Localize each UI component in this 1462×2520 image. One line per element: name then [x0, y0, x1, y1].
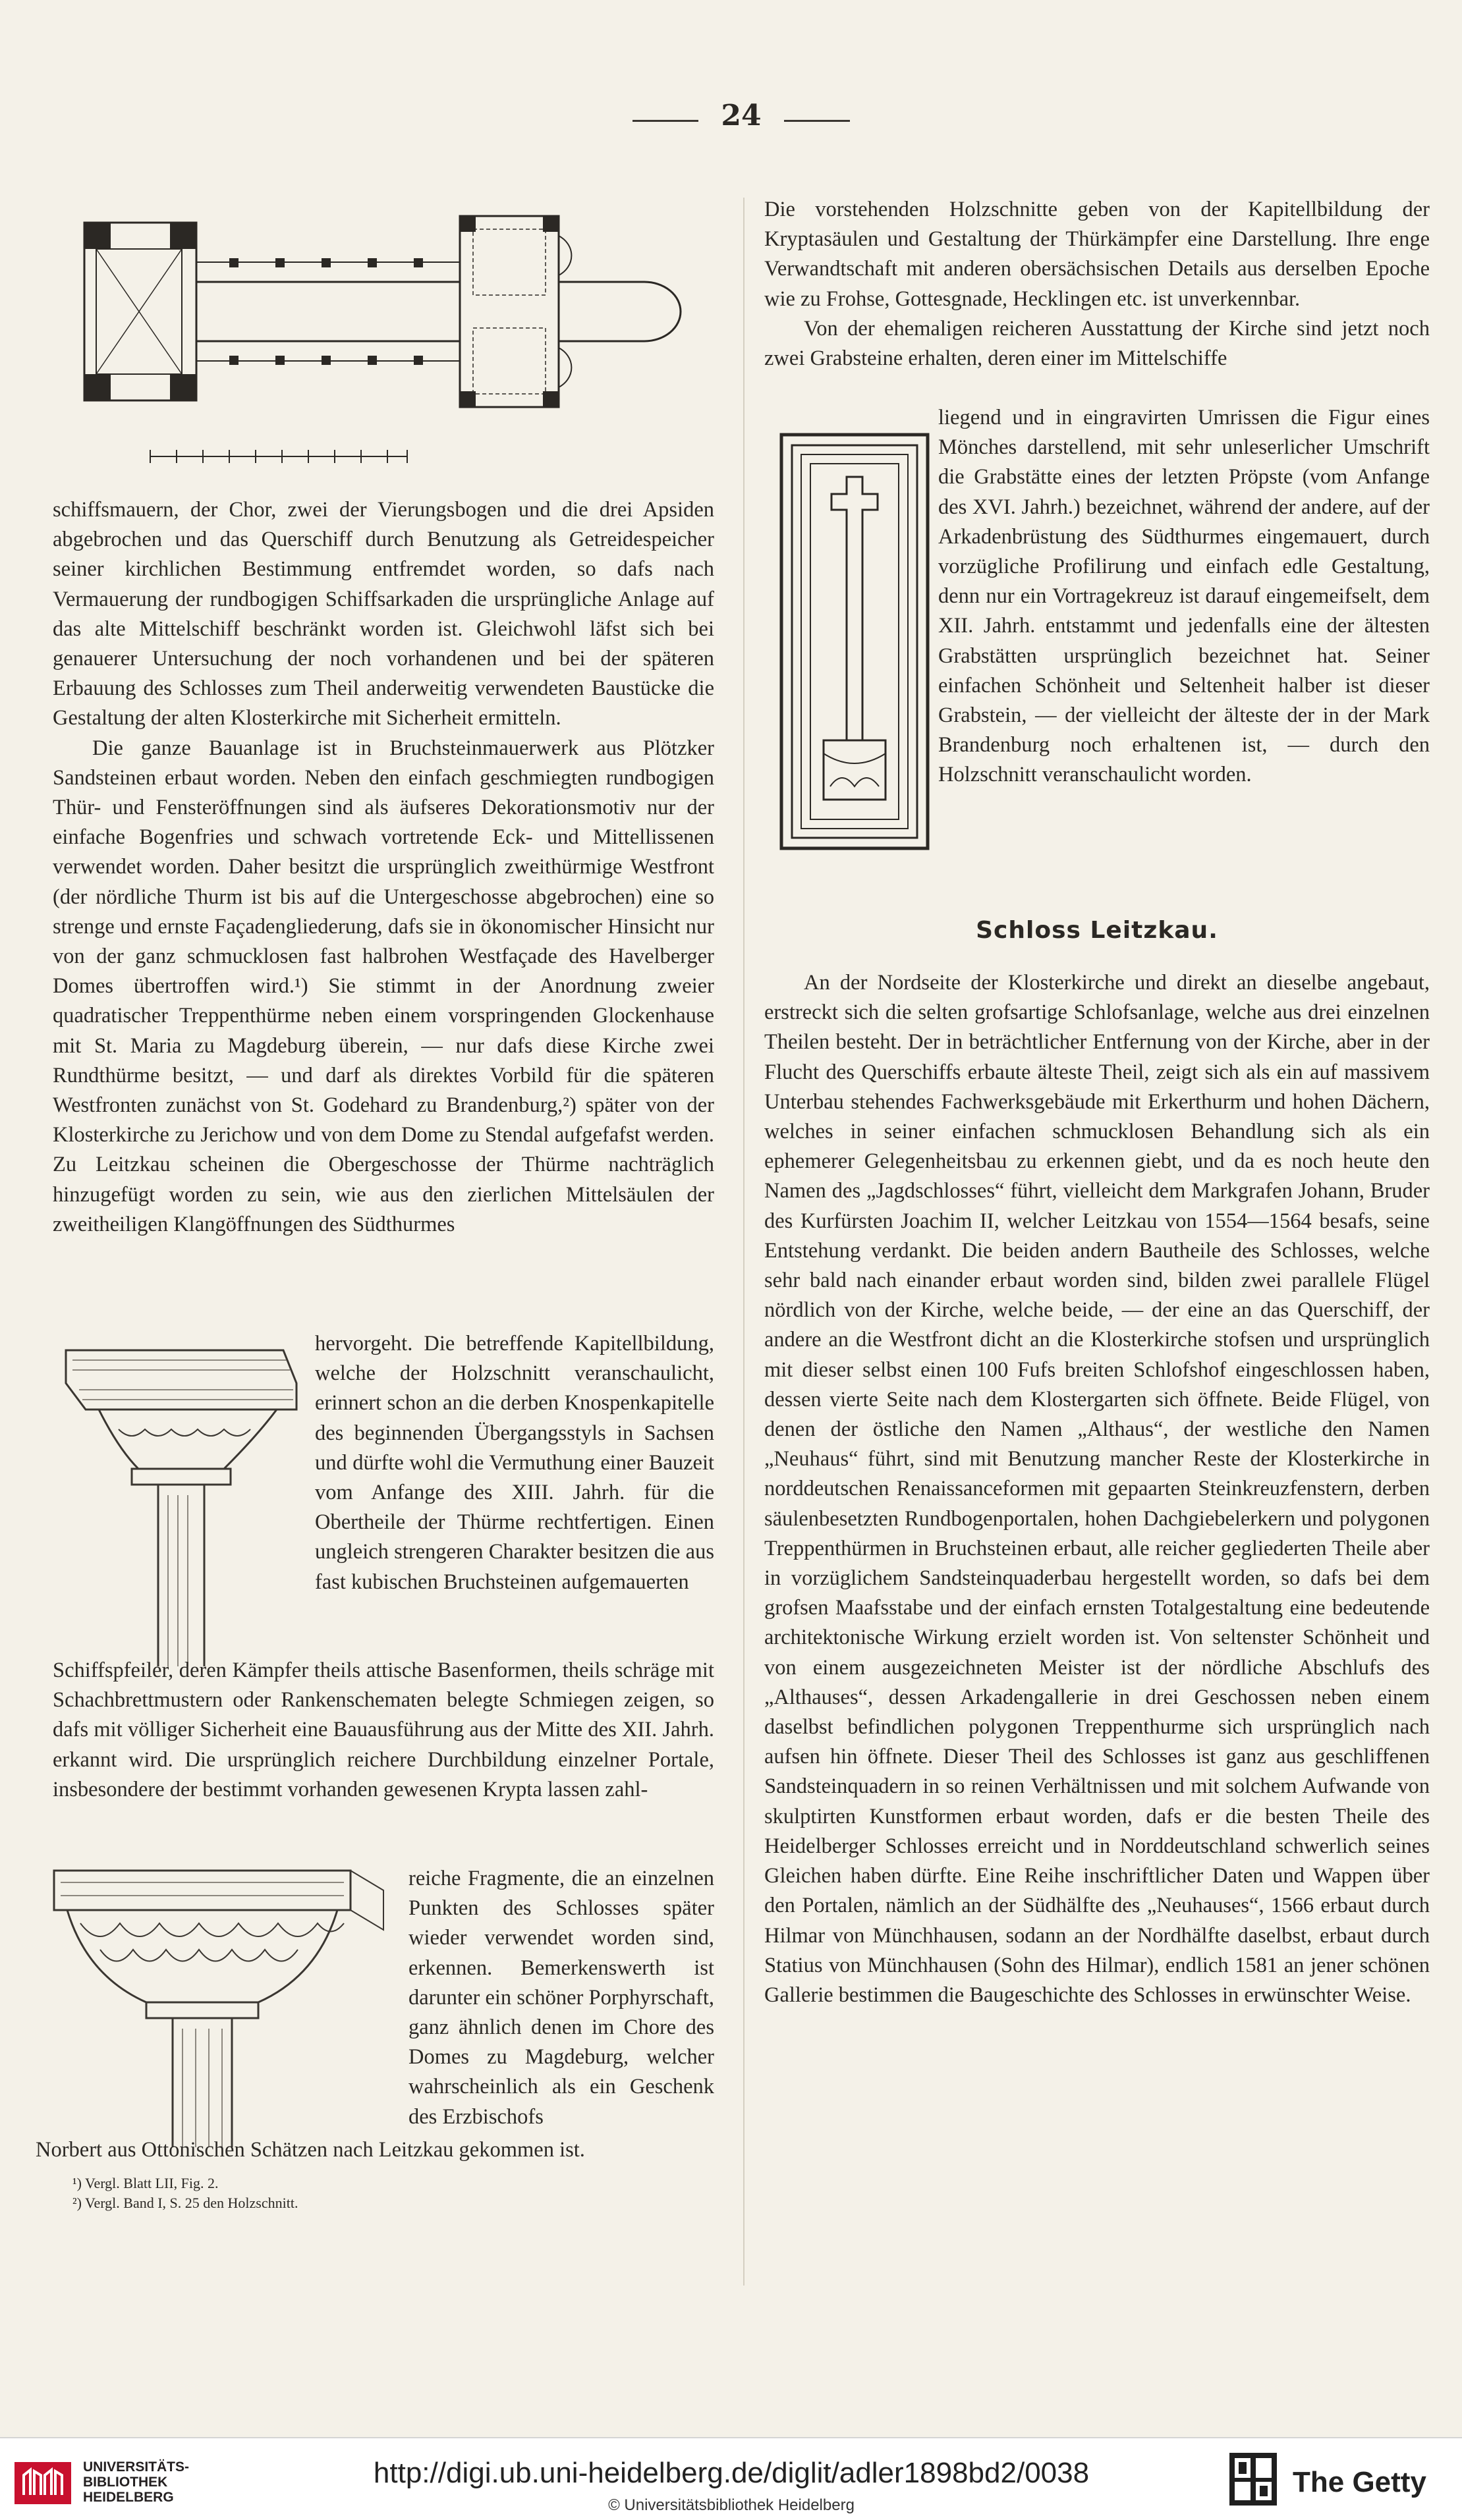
- left-paragraph-1: schiffsmauern, der Chor, zwei der Vierungsbogen und die drei Apsiden abgebrochen und das Querschiff durch Benutzung als Getreidespeicher seiner kirchlichen Bestimmung entfremdet worden, so dafs nach Vermauerung der rundbogigen Schiffsarkaden die ursprüngliche Anlage auf das alte Mittelschiff beschränkt worden ist. Gleichwohl läfst sich bei genauerer Untersuchung der noch vorhandenen und bei der späteren Erbauung des Schlosses zum Theil anderweitig verwendeten Baustücke die Gestaltung der alten Klosterkirche mit Sicherheit ermitteln.: [53, 498, 714, 730]
- copyright-text: © Universitätsbibliothek Heidelberg: [608, 2496, 855, 2514]
- footnote-2: ²) Vergl. Band I, S. 25 den Holzschnitt.: [72, 2195, 298, 2211]
- library-name-line-2: BIBLIOTHEK: [83, 2475, 168, 2490]
- left-last-line-text: Norbert aus Ottonischen Schätzen nach Leitzkau gekommen ist.: [36, 2138, 585, 2162]
- impost-block: [66, 1350, 296, 1410]
- left-last-line: [36, 2135, 714, 2165]
- right-wrap-text: [938, 403, 1430, 790]
- left-wrap-text-1: [315, 1329, 714, 1597]
- left-wrap-paragraph-2: reiche Fragmente, die an einzelnen Punkten des Schlosses später wieder verwendet worden sind, erkennen. Bemerkenswerth ist darunter ein schöner Porphyrschaft, ganz ähnlich denen im Chore des Domes zu Magdeburg, welcher wahrscheinlich als ein Geschenk des Erzbischofs: [408, 1867, 714, 2129]
- left-column-top-text: [53, 495, 714, 1240]
- right-paragraph-2: Von der ehemaligen reicheren Ausstattung der Kirche sind jetzt noch zwei Grabsteine erhalten, deren einer im Mittelschiffe: [764, 316, 1430, 371]
- floor-plan-figure: [78, 209, 730, 486]
- right-wrap-paragraph: liegend und in eingravirten Umrissen die Figur eines Mönches darstellend, mit sehr unleserlicher Umschrift die Grabstätte eines der letzten Pröpste (vom Anfange des XVI. Jahrh.) bezeichnet, während der andere, auf der Arkadenbrüstung des Südthurmes eingemauert, durch vorzügliche Profilirung und einfach edle Gestaltung, denn nur ein Vortragekreuz ist darauf eingemeifselt, dem XII. Jahrh. entstammt und jedenfalls eine der ältesten Grabstätten ursprünglich bezeichnet hat. Seiner einfachen Schönheit und Seltenheit halber ist dieser Grabstein, — der vielleicht der älteste der in der Mark Brandenburg noch erhaltenen ist, — durch den Holzschnitt veranschaulicht worden.: [938, 406, 1430, 787]
- library-name-line-3: HEIDELBERG: [83, 2490, 174, 2505]
- carved-capital: [67, 1910, 337, 2002]
- left-paragraph-2: Die ganze Bauanlage ist in Bruchsteinmauerwerk aus Plötzker Sandsteinen erbaut worden. Neben den einfach geschmiegten rundbogigen Thür- und Fensteröffnungen sind als äufseres Dekorationsmotiv nur der einfache Bogenfries und schwach vortretende Eck- und Mittellissenen verwendet worden. Daher besitzt die ursprünglich zweithürmige Westfront (der nördliche Thurm ist bis auf die Untergeschosse abgebrochen) eine so strenge und ernste Façadengliederung, dafs sie in ökonomischer Hinsicht nur von der ganz schmucklosen fast halbrohen Westfaçade des Havelberger Domes übertroffen wird.¹) Sie stimmt in der Anordnung zweier quadratischer Treppenthürme neben einem vorspringenden Glockenhause mit St. Maria zu Magdeburg überein, — nur dafs diese Kirche zwei Rundthürme besitzt, — und darf als direktes Vorbild für die späteren Westfronten zunächst von St. Godehard zu Brandenburg,²) später von der Klosterkirche zu Jerichow und von dem Dome zu Stendal aufgefafst werden. Zu Leitzkau scheinen die Obergeschosse der Thürme nachträglich hinzugefügt worden zu sein, wie aus den zierlichen Mittelsäulen der zweitheiligen Klangöffnungen des Südthurmes: [53, 736, 714, 1236]
- right-paragraph-1: Die vorstehenden Holzschnitte geben von der Kapitellbildung der Kryptasäulen und Gestaltung der Thürkämpfer eine Darstellung. Ihre enge Verwandtschaft mit anderen obersächsischen Details aus derselben Epoche wie zu Frohse, Gottesgnade, Hecklingen etc. ist unverkennbar.: [764, 198, 1430, 311]
- section-title: Schloss Leitzkau.: [976, 917, 1218, 944]
- capital-bell: [99, 1410, 277, 1469]
- permalink-url[interactable]: http://digi.ub.uni-heidelberg.de/diglit/adler1898bd2/0038: [373, 2457, 1090, 2489]
- column-divider: [743, 198, 745, 2286]
- main-apse: [644, 282, 681, 341]
- footer-bar: [0, 2437, 1462, 2520]
- library-name-line-1: UNIVERSITÄTS-: [83, 2459, 190, 2475]
- getty-name[interactable]: The Getty: [1293, 2466, 1426, 2498]
- right-section-text: [764, 968, 1430, 2010]
- page-number: 24: [721, 99, 762, 132]
- capital-woodcut-2: [41, 1864, 397, 2154]
- abacus: [54, 1871, 351, 1910]
- getty-logo-icon[interactable]: [1229, 2453, 1277, 2506]
- university-library-logo-icon[interactable]: [14, 2462, 71, 2504]
- left-full-paragraph-2: Schiffspfeiler, deren Kämpfer theils attische Basenformen, theils schräge mit Schachbrettmustern oder Rankenschematen belegte Schmiegen zeigen, so dafs mit völliger Sicherheit eine Bauausführung aus der Mitte des XII. Jahrh. erkannt wird. Die ursprünglich reichere Durchbildung einzelner Portale, insbesondere der bestimmt vorhanden gewesenen Krypta lassen zahl-: [53, 1658, 714, 1801]
- left-wrap-text-2: [408, 1864, 714, 2132]
- library-name[interactable]: [83, 2459, 189, 2505]
- section-paragraph: An der Nordseite der Klosterkirche und direkt an dieselbe angebaut, erstreckt sich die selten grofsartige Schlofsanlage, welche aus drei einzelnen Theilen besteht. Der in beträchtlicher Entfernung von der Kirche, aber in der Flucht des Querschiffs erbaute älteste Theil, zeigt sich als ein auf massivem Unterbau stehendes Fachwerksgebäude mit Erkerthurm und hohen Dächern, welches in seiner einfachen schmucklosen Behandlung sich als ein ephemerer Gelegenheitsbau zu erkennen giebt, und da es noch heute den Namen des „Jagdschlosses“ führt, vielleicht dem Markgrafen Johann, Bruder des Kurfürsten Joachim II, welcher Leitzkau von 1554—1564 besafs, seine Entstehung verdankt. Die beiden andern Bautheile des Schlosses, welche sehr bald nach einander erbaut worden sind, bilden zwei parallele Flügel nördlich von der Kirche, welche beide, — der eine an das Querschiff, der andere an die Westfront dicht an die Klosterkirche stofsen und ursprünglich mit dieser selbst einen 100 Fufs breiten Schlofshof eingeschlossen haben, dessen vierte Seite nach dem Klostergarten sich öffnete. Beide Flügel, von denen der östliche den Namen „Althaus“, der westliche den Namen „Neuhaus“ führt, sind mit Benutzung mancher Reste der Klosterkirche in norddeutschen Renaissanceformen mit gepaarten Steinkreuzfenstern, derben säulenbesetzten Rundbogenportalen, hohen Dachgiebelerkern und polygonen Treppenthürmen in Bruchsteinen erbaut, alle reicher gegliederten Theile aber in vorzüglichem Sandsteinquaderbau hergestellt worden, so dafs bei dem grofsen Maafsstabe und der einfach ernsten Totalgestaltung eine bedeutende architektonische Wirkung erzielt worden ist. Von seltenster Schönheit und von einem ausgezeichneten Meister ist der nördliche Abschlufs des „Althauses“, dessen Arkadengallerie in drei Geschossen neben einem daselbst befindlichen polygonen Treppenthurme sich ursprünglich nach aufsen hin öffnete. Dieser Theil des Schlosses ist ganz aus geschliffenen Sandsteinquadern in so reinen Verhältnissen und mit solchem Aufwande von skulptirten Kunstformen erbaut worden, dafs er die besten Theile des Heidelberger Schlosses erreicht und in Norddeutschland schwerlich seines Gleichen haben dürfte. Eine Reihe inschriftlicher Daten und Wappen über den Portalen, nämlich an der Südhälfte des „Neuhauses“, 1566 erbaut durch Hilmar von Münchhausen, sodann an der Nordhälfte daselbst, erbaut durch Statius von Münchhausen (Sohn des Hilmar), endlich 1581 an jener schönen Gallerie bestimmen die Baugeschichte des Schlosses in erwünschter Weise.: [764, 971, 1430, 2007]
- header-rule-right: [784, 120, 850, 122]
- gravestone-woodcut: [777, 431, 932, 852]
- right-column-top-text: [764, 195, 1430, 373]
- transept-outline: [460, 216, 559, 407]
- page-number-header: [633, 99, 850, 138]
- processional-cross: [831, 477, 878, 740]
- capital-woodcut-1: [59, 1337, 303, 1680]
- cross-base: [824, 740, 886, 800]
- footnote-1: ¹) Vergl. Blatt LII, Fig. 2.: [72, 2175, 219, 2191]
- left-full-text-2: [53, 1656, 714, 1805]
- footnotes: [72, 2174, 665, 2213]
- left-wrap-paragraph-1: hervorgeht. Die betreffende Kapitellbildung, welche der Holzschnitt veranschaulicht, erinnert schon an die derben Knospenkapitelle des beginnenden Übergangsstyls in Sachsen und dürfte wohl die Vermuthung einer Bauzeit vom Anfange des XIII. Jahrh. für die Obertheile der Thürme rechtfertigen. Einen ungleich strengeren Charakter besitzen die aus fast kubischen Bruchsteinen aufgemauerten: [315, 1332, 714, 1594]
